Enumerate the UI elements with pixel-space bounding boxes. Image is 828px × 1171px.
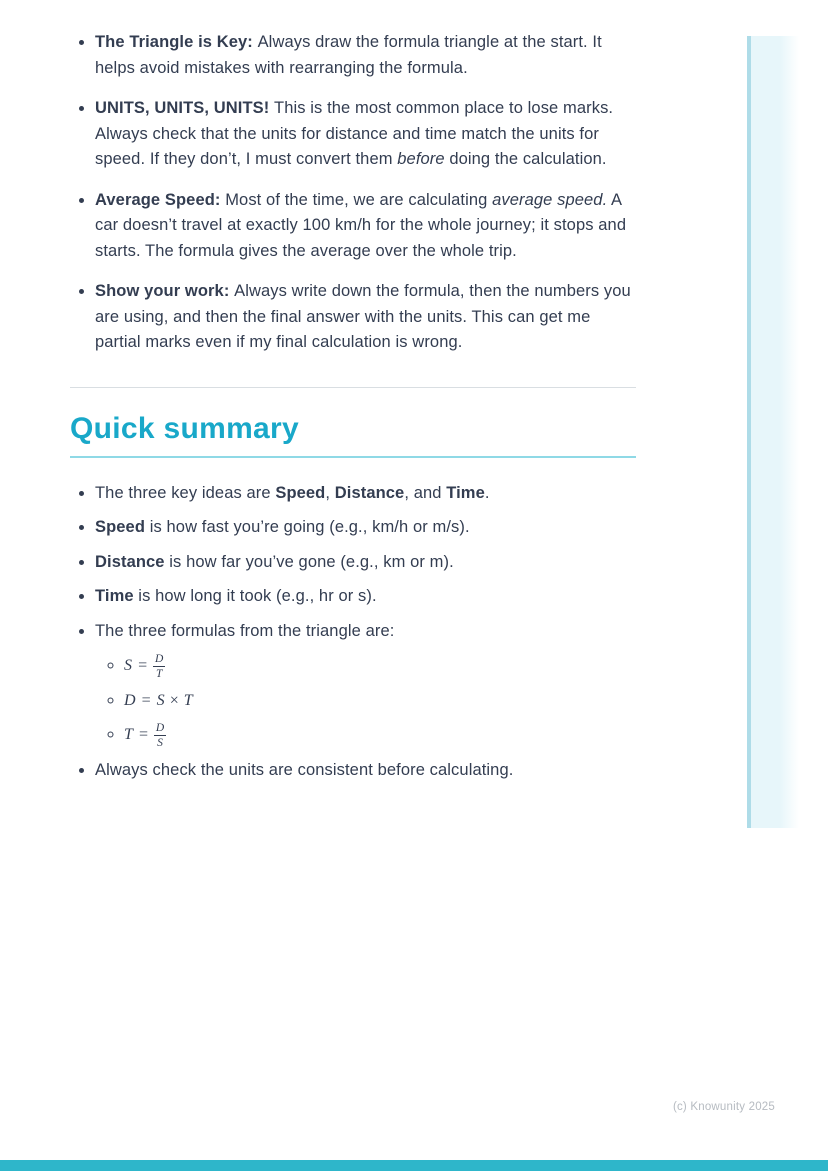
notes-list bbox=[70, 30, 636, 356]
text-segment: Most of the time, we are calculating bbox=[225, 190, 493, 209]
side-highlight-panel bbox=[751, 36, 799, 828]
fraction-denominator: S bbox=[157, 736, 164, 749]
text-segment-bold: Speed bbox=[275, 483, 326, 502]
summary-list bbox=[70, 481, 636, 784]
text-segment: is how long it took (e.g., hr or s). bbox=[133, 587, 377, 605]
text-segment: , bbox=[325, 483, 335, 502]
copyright-text: (c) Knowunity 2025 bbox=[672, 1101, 775, 1113]
formula-list bbox=[95, 653, 636, 749]
fraction-numerator: D bbox=[153, 653, 165, 667]
section-divider bbox=[70, 387, 636, 388]
text-segment-bold: Time bbox=[95, 587, 134, 605]
equals-sign: = bbox=[140, 692, 152, 710]
bottom-accent-bar bbox=[0, 1160, 828, 1171]
title-underline bbox=[70, 456, 636, 458]
text-segment: is how fast you’re going (e.g., km/h or m/s). bbox=[145, 518, 470, 536]
formula-lhs: T bbox=[124, 725, 133, 743]
list-item bbox=[95, 515, 636, 541]
list-item bbox=[95, 758, 636, 784]
text-segment-italic: average speed. bbox=[492, 190, 608, 209]
formula-item bbox=[124, 653, 636, 680]
text-segment: , and bbox=[404, 483, 447, 502]
text-segment: The three formulas from the triangle are: bbox=[95, 621, 395, 640]
fraction-numerator: D bbox=[154, 722, 166, 736]
text-segment-bold: Average Speed: bbox=[95, 190, 226, 209]
list-item bbox=[95, 584, 636, 610]
formula-item bbox=[124, 688, 636, 714]
fraction-denominator: T bbox=[155, 668, 163, 681]
list-item bbox=[95, 481, 636, 507]
text-segment: is how far you’ve gone (e.g., km or m). bbox=[164, 552, 454, 571]
text-segment-bold: Speed bbox=[95, 518, 146, 536]
page-content bbox=[70, 30, 636, 783]
text-segment-italic: before bbox=[397, 150, 445, 168]
formula-lhs: S bbox=[124, 657, 133, 675]
formula bbox=[124, 692, 193, 709]
text-segment: Always write down the formula, then the numbers you are using, and then the final answer with the units. This can get me partial marks even if my final calculation is wrong. bbox=[95, 282, 631, 351]
equals-sign: = bbox=[138, 725, 149, 743]
text-segment: This is the most common place to lose marks. Always check that the units for distance and time match the units for speed. If they don’t, I must convert them bbox=[95, 99, 614, 168]
formula bbox=[124, 721, 166, 749]
list-item bbox=[95, 550, 636, 576]
text-segment-bold: The Triangle is Key: bbox=[95, 33, 258, 51]
fraction bbox=[153, 653, 165, 680]
text-segment-bold: Distance bbox=[334, 483, 405, 502]
formula-lhs: D bbox=[124, 692, 136, 710]
text-segment-bold: Distance bbox=[95, 552, 165, 571]
equals-sign: = bbox=[137, 657, 149, 675]
formula-rhs: S × T bbox=[156, 692, 193, 710]
text-segment: doing the calculation. bbox=[444, 150, 607, 168]
text-segment: A car doesn’t travel at exactly 100 km/h for the whole journey; it stops and starts. The formula gives the average over the whole trip. bbox=[95, 190, 627, 260]
section-title: Quick summary bbox=[70, 411, 300, 445]
side-accent-bar bbox=[747, 36, 751, 828]
list-item bbox=[95, 188, 636, 265]
text-segment: Always check the units are consistent before calculating. bbox=[95, 760, 514, 779]
text-segment: Always draw the formula triangle at the start. It helps avoid mistakes with rearranging the formula. bbox=[95, 33, 602, 77]
list-item bbox=[95, 30, 636, 81]
list-item bbox=[95, 96, 636, 173]
fraction bbox=[154, 722, 166, 749]
text-segment: . bbox=[484, 483, 490, 502]
text-segment-bold: Time bbox=[446, 483, 485, 502]
list-item bbox=[95, 619, 636, 749]
formula bbox=[124, 653, 165, 681]
list-item bbox=[95, 279, 636, 356]
formula-item bbox=[124, 722, 636, 749]
text-segment-bold: UNITS, UNITS, UNITS! bbox=[95, 99, 275, 117]
text-segment-bold: Show your work: bbox=[95, 282, 235, 300]
text-segment: The three key ideas are bbox=[95, 483, 276, 502]
